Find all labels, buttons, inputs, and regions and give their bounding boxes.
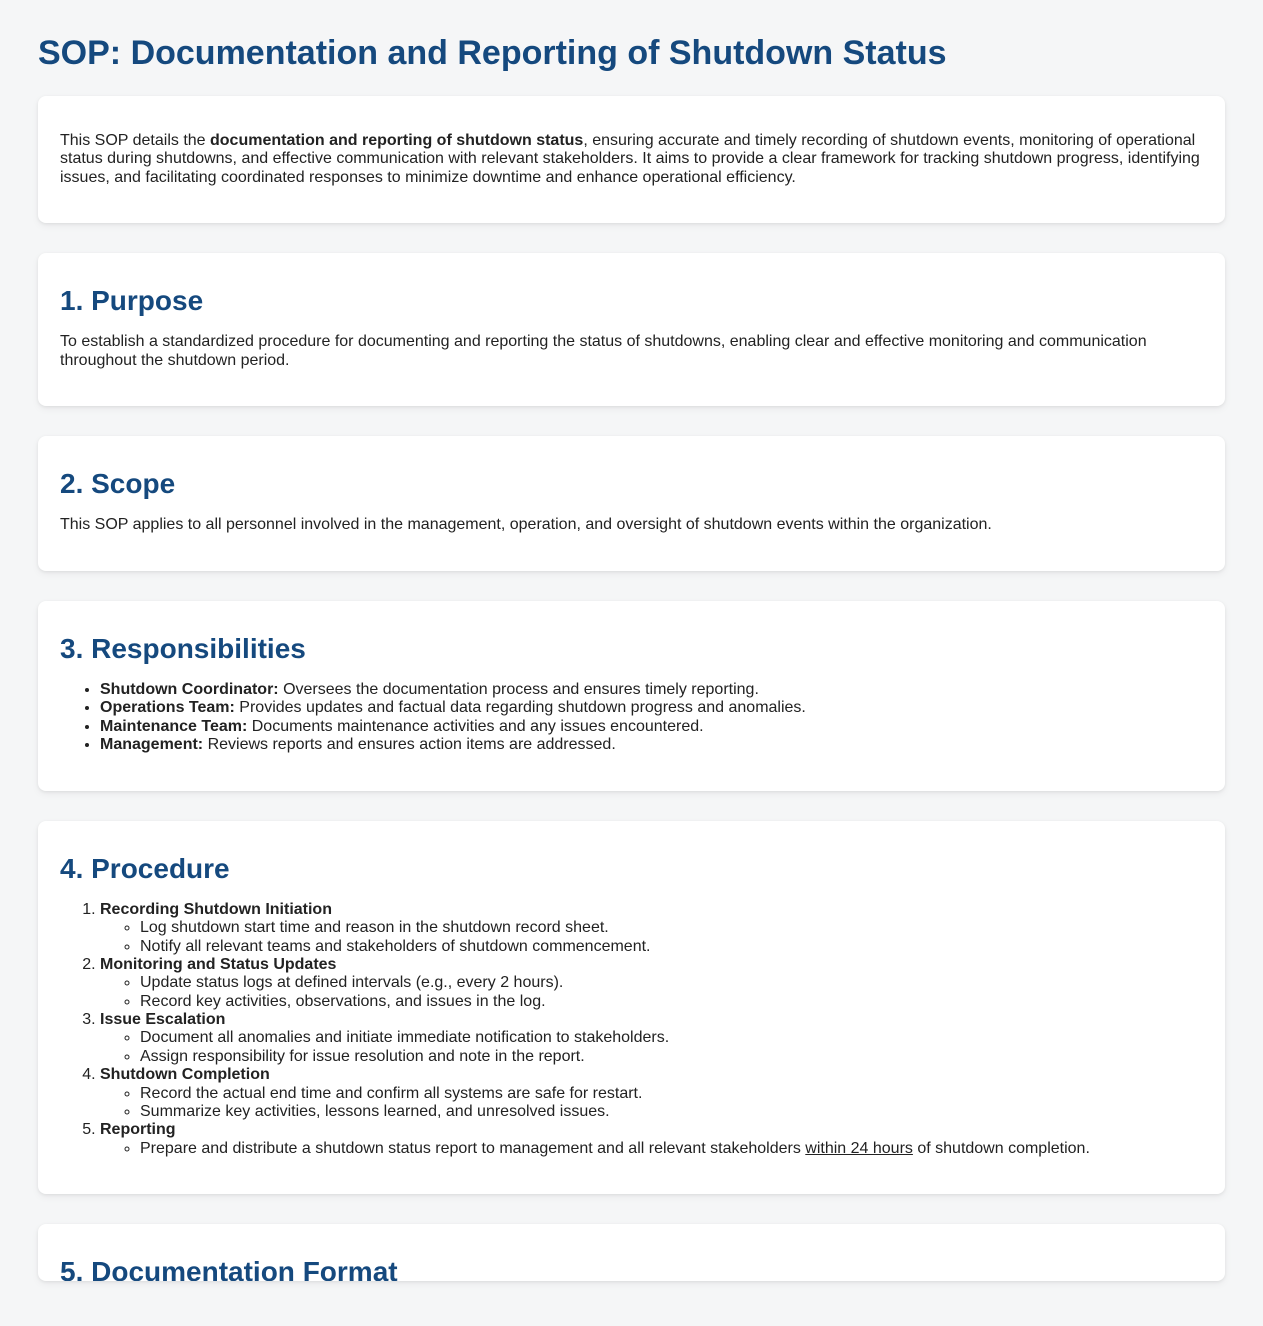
step-substeps (100, 919, 1203, 956)
intro-text-post: , ensuring accurate and timely recording of shutdown events, monitoring of operational status during shutdowns, and effective communication with relevant stakeholders. It aims to provide a clear framework for tracking shutdown progress, identifying issues, and facilitating coordinated responses to minimize downtime and enhance operational efficiency. (60, 132, 1200, 186)
section-purpose-heading: 1. Purpose (60, 285, 204, 317)
step-substeps (100, 1140, 1203, 1158)
substep: ◦ Update status logs at defined intervals (e.g., every 2 hours). (140, 974, 1203, 992)
intro-text-pre: This SOP details the (60, 132, 210, 150)
section-responsibilities-heading: 3. Responsibilities (60, 632, 306, 664)
list-item (100, 681, 1203, 699)
section-scope-heading: 2. Scope (60, 468, 176, 500)
list-item (100, 736, 1203, 754)
procedure-list (60, 901, 1203, 1158)
substep (140, 1140, 1203, 1158)
role-label: Operations Team: (100, 699, 235, 717)
substep: ◦ Notify all relevant teams and stakeholders of shutdown commencement. (140, 938, 1203, 956)
substep-text-underlined: within 24 hours (805, 1139, 913, 1157)
step-substeps (100, 1029, 1203, 1066)
role-label: Management: (100, 736, 204, 754)
substep: ◦ Log shutdown start time and reason in the shutdown record sheet. (140, 919, 1203, 937)
role-label: Maintenance Team: (100, 717, 248, 735)
substep: ◦ Summarize key activities, lessons learned, and unresolved issues. (140, 1103, 1203, 1121)
step-title: Reporting (100, 1121, 176, 1139)
section-scope-card (38, 436, 1225, 571)
role-description: Provides updates and factual data regarding shutdown progress and anomalies. (234, 699, 806, 717)
step-substeps (100, 1085, 1203, 1122)
section-scope-body: This SOP applies to all personnel involved in the management, operation, and oversight of shutdown events within the organization. (60, 516, 992, 534)
step-substeps (100, 974, 1203, 1011)
section-documentation-format-card (38, 1224, 1225, 1281)
section-purpose-body: To establish a standardized procedure for documenting and reporting the status of shutdowns, enabling clear and effective monitoring and communication throughout the shutdown period. (60, 333, 1147, 369)
substep: ◦ Record key activities, observations, and issues in the log. (140, 993, 1203, 1011)
section-procedure-card (38, 821, 1225, 1195)
procedure-step (100, 901, 1203, 956)
procedure-step (100, 1011, 1203, 1066)
substep-text-pre: Prepare and distribute a shutdown status report to management and all relevant stakeholders (140, 1139, 806, 1157)
section-responsibilities-card (38, 601, 1225, 791)
step-title: Monitoring and Status Updates (100, 955, 337, 973)
intro-paragraph (60, 132, 1203, 187)
role-description: Oversees the documentation process and ensures timely reporting. (278, 681, 759, 698)
procedure-step (100, 1121, 1203, 1158)
step-title: Issue Escalation (100, 1011, 226, 1029)
list-item (100, 718, 1203, 736)
procedure-step (100, 1066, 1203, 1121)
substep-text-post: of shutdown completion. (912, 1139, 1090, 1157)
intro-text-bold: documentation and reporting of shutdown status (210, 132, 584, 150)
substep: ◦ Document all anomalies and initiate immediate notification to stakeholders. (140, 1029, 1203, 1047)
role-description: Documents maintenance activities and any issues encountered. (247, 717, 704, 735)
responsibilities-list (60, 681, 1203, 755)
list-item (100, 699, 1203, 717)
section-purpose-card (38, 253, 1225, 406)
procedure-step (100, 956, 1203, 1011)
substep: ◦ Assign responsibility for issue resolution and note in the report. (140, 1048, 1203, 1066)
step-title: Shutdown Completion (100, 1066, 270, 1084)
page-title: SOP: Documentation and Reporting of Shutdown Status (38, 34, 947, 72)
role-label: Shutdown Coordinator: (100, 681, 279, 698)
step-title: Recording Shutdown Initiation (100, 900, 332, 918)
substep: ◦ Record the actual end time and confirm all systems are safe for restart. (140, 1085, 1203, 1103)
role-description: Reviews reports and ensures action items are addressed. (203, 736, 616, 754)
section-procedure-heading: 4. Procedure (60, 852, 230, 884)
intro-card (38, 96, 1225, 223)
section-documentation-format-heading: 5. Documentation Format (60, 1256, 398, 1282)
